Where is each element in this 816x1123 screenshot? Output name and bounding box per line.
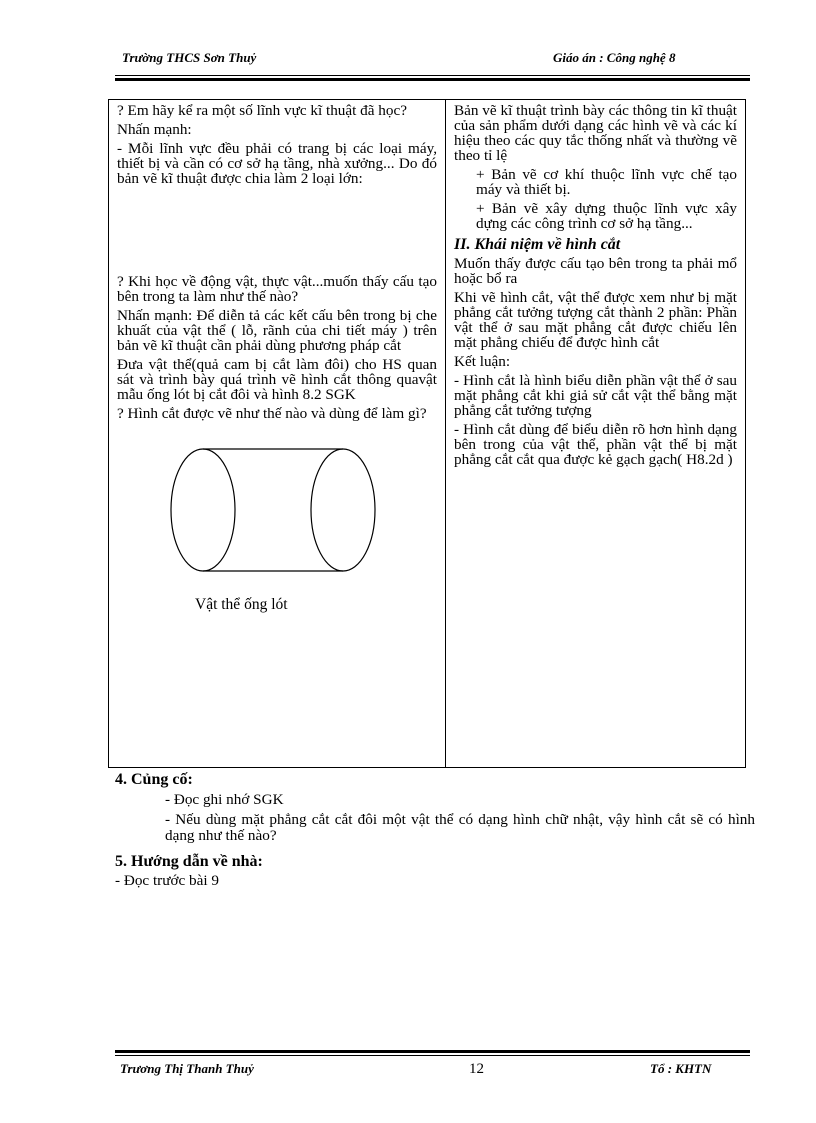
emphasis-label: Nhấn mạnh: bbox=[117, 121, 192, 138]
paragraph-3: Đưa vật thể(quả cam bị cắt làm đôi) cho HS quan sát và trình bày quá trình vẽ hình cắt thông quavật mẫu ống lót bị cắt đôi và hình 8.2 SGK bbox=[117, 356, 437, 403]
conclusion-1: - Hình cắt là hình biểu diễn phần vật thể ở sau mặt phẳng cắt khi giả sử cắt vật thể bằng mặt phẳng cắt tưởng tượng bbox=[454, 372, 737, 419]
question-3: ? Hình cắt được vẽ như thế nào và dùng để làm gì? bbox=[117, 405, 427, 422]
homework-title: 5. Hướng dẫn về nhà: bbox=[115, 853, 263, 870]
question-2: ? Khi học về động vật, thực vật...muốn thấy cấu tạo bên trong ta làm như thế nào? bbox=[117, 273, 437, 305]
footer-rule-thick bbox=[115, 1050, 750, 1053]
header-subject: Giáo án : Công nghệ 8 bbox=[553, 50, 676, 65]
cylinder-drawing bbox=[117, 435, 437, 585]
cylinder-figure bbox=[117, 435, 437, 585]
consolidation-item-2: - Nếu dùng mặt phẳng cắt cắt đôi một vật thể có dạng hình chữ nhật, vậy hình cắt sẽ có hình dạng như thế nào? bbox=[165, 811, 755, 844]
paragraph-1: - Mỗi lĩnh vực đều phải có trang bị các loại máy, thiết bị và cần có cơ sở hạ tầng, nhà xưởng... Do đó bản vẽ kĩ thuật được chia làm 2 loại lớn: bbox=[117, 140, 437, 187]
right-paragraph-1: Bản vẽ kĩ thuật trình bày các thông tin kĩ thuật của sản phẩm dưới dạng các hình vẽ và các kí hiệu theo các quy tắc thống nhất và thường vẽ theo tỉ lệ bbox=[454, 102, 737, 164]
footer-group: Tổ : KHTN bbox=[650, 1061, 712, 1076]
cylinder-left-ellipse bbox=[171, 449, 235, 571]
right-paragraph-4: Muốn thấy được cấu tạo bên trong ta phải mổ hoặc bổ ra bbox=[454, 255, 737, 287]
question-1: ? Em hãy kể ra một số lĩnh vực kĩ thuật đã học? bbox=[117, 102, 407, 119]
header-school: Trường THCS Sơn Thuỷ bbox=[122, 50, 257, 65]
page-number: 12 bbox=[469, 1061, 484, 1077]
right-bullet-2: + Bản vẽ xây dựng thuộc lĩnh vực xây dựng các công trình cơ sở hạ tầng... bbox=[476, 200, 737, 232]
consolidation-section bbox=[115, 772, 755, 844]
teacher-activity-column bbox=[109, 100, 446, 768]
consolidation-title: 4. Củng cố: bbox=[115, 771, 193, 788]
content-column bbox=[446, 100, 746, 768]
right-bullet-1: + Bản vẽ cơ khí thuộc lĩnh vực chế tạo máy và thiết bị. bbox=[476, 166, 737, 198]
paragraph-2: Nhấn mạnh: Để diễn tả các kết cấu bên trong bị che khuất của vật thể ( lỗ, rãnh của chi tiết máy ) trên bản vẽ kĩ thuật cần phải dùng phương pháp cắt bbox=[117, 307, 437, 354]
homework-item-1: - Đọc trước bài 9 bbox=[115, 872, 219, 889]
footer-author: Trương Thị Thanh Thuỷ bbox=[120, 1061, 254, 1076]
conclusion-label: Kết luận: bbox=[454, 353, 511, 370]
figure-caption: Vật thể ống lót bbox=[195, 596, 288, 613]
header-rule-thin bbox=[115, 75, 750, 76]
homework-section bbox=[115, 854, 755, 889]
section-heading: II. Khái niệm về hình cắt bbox=[454, 236, 621, 253]
lesson-table bbox=[108, 99, 746, 768]
right-paragraph-5: Khi vẽ hình cắt, vật thể được xem như bị mặt phẳng cắt tưởng tượng cắt thành 2 phần: Phần vật thể ở sau mặt phẳng cắt được chiếu lên mặt phẳng chiếu để được hình cắt bbox=[454, 289, 737, 351]
conclusion-2: - Hình cắt dùng để biểu diễn rõ hơn hình dạng bên trong của vật thể, phần vật thể bị mặt phẳng cắt cắt qua được kẻ gạch gạch( H8.2d ) bbox=[454, 421, 737, 468]
footer-rule-thin bbox=[115, 1055, 750, 1056]
cylinder-right-ellipse bbox=[311, 449, 375, 571]
spacer bbox=[117, 190, 437, 274]
consolidation-item-1: - Đọc ghi nhớ SGK bbox=[165, 791, 284, 808]
header-rule-thick bbox=[115, 78, 750, 81]
